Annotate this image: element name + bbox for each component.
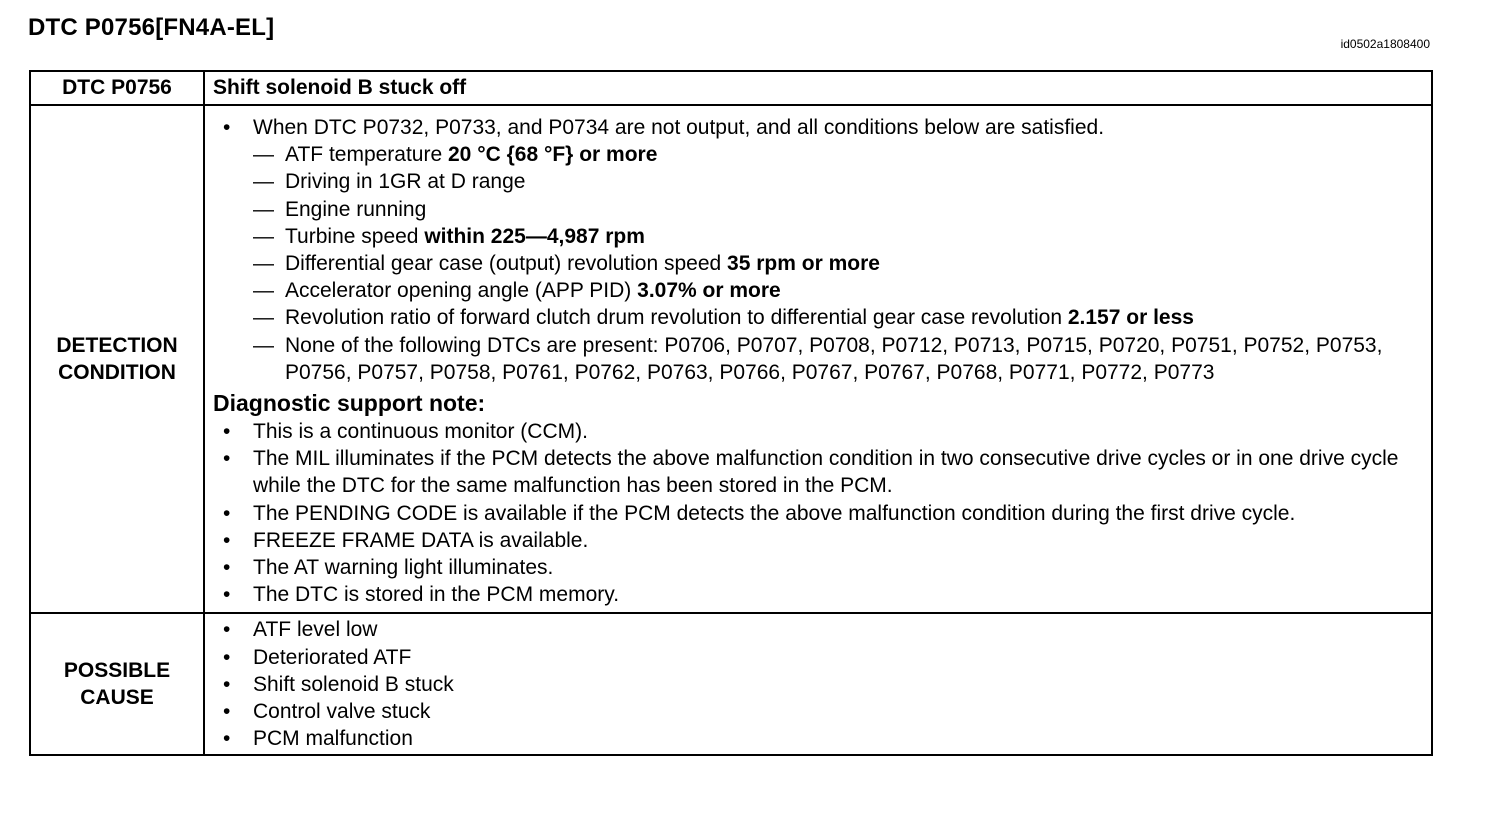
- document-id: id0502a1808400: [1340, 37, 1430, 51]
- note-item: • The AT warning light illuminates.: [213, 554, 1421, 581]
- diagnostic-note-title: Diagnostic support note:: [213, 390, 486, 417]
- detection-intro-item: [213, 114, 1421, 386]
- condition-item: [253, 332, 1421, 386]
- condition-bold: within 225—4,987 rpm: [424, 224, 645, 248]
- condition-bold: 35 rpm or more: [727, 252, 880, 276]
- condition-item: [253, 223, 1421, 250]
- diagnostic-note-list: [213, 418, 1421, 608]
- detection-label-line2: CONDITION: [58, 361, 176, 385]
- condition-item: [253, 277, 1421, 304]
- condition-text: None of the following DTCs are present: P0706, P0707, P0708, P0712, P0713, P0715, P0720, P0751, P0752, P0753, P0756, P0757, P0758, P0761, P0762, P0763, P0766, P0767, P0767, P0768, P0771, P0772, P0773: [285, 333, 1383, 384]
- condition-item: [253, 250, 1421, 277]
- condition-bold: 2.157 or less: [1067, 306, 1194, 330]
- condition-text: Driving in 1GR at D range: [285, 170, 526, 194]
- cause-label-line2: CAUSE: [80, 686, 154, 710]
- condition-text: ATF temperature: [285, 143, 448, 167]
- condition-text: Differential gear case (output) revolution speed: [285, 252, 728, 276]
- detection-intro-text: When DTC P0732, P0733, and P0734 are not output, and all conditions below are satisfied.: [253, 116, 1105, 139]
- note-item: • The DTC is stored in the PCM memory.: [213, 581, 1421, 608]
- note-item: • The PENDING CODE is available if the PCM detects the above malfunction condition during the first drive cycle.: [213, 500, 1421, 527]
- possible-cause-label: [30, 613, 204, 755]
- cause-item: • PCM malfunction: [213, 725, 1421, 752]
- condition-item: [253, 196, 1421, 223]
- condition-item: [253, 304, 1421, 331]
- condition-bold: 20 °C {68 °F} or more: [448, 143, 658, 167]
- note-item: • The MIL illuminates if the PCM detects the above malfunction condition in two consecutive drive cycles or in one drive cycle while the DTC for the same malfunction has been stored in the PCM.: [213, 445, 1421, 499]
- condition-item: [253, 141, 1421, 168]
- page-title: DTC P0756[FN4A-EL]: [28, 14, 275, 41]
- detection-bullet-list: [213, 114, 1421, 386]
- cause-item: • ATF level low: [213, 616, 1421, 643]
- cause-item: • Deteriorated ATF: [213, 644, 1421, 671]
- cause-list: [213, 616, 1421, 752]
- detection-condition-label: [30, 105, 204, 613]
- detection-row: [30, 105, 1432, 613]
- condition-list: [253, 141, 1421, 386]
- detection-label-line1: DETECTION: [56, 334, 178, 358]
- possible-cause-content: [204, 613, 1432, 755]
- header-row: [30, 71, 1432, 105]
- condition-text: Revolution ratio of forward clutch drum revolution to differential gear case revolution: [285, 306, 1068, 330]
- condition-bold: 3.07% or more: [637, 279, 781, 303]
- detection-condition-content: [204, 105, 1432, 613]
- cause-item: • Control valve stuck: [213, 698, 1421, 725]
- condition-text: Turbine speed: [285, 224, 425, 248]
- dtc-code-cell: DTC P0756: [30, 71, 204, 105]
- cause-item: • Shift solenoid B stuck: [213, 671, 1421, 698]
- note-item: • FREEZE FRAME DATA is available.: [213, 527, 1421, 554]
- dtc-description-cell: Shift solenoid B stuck off: [204, 71, 1432, 105]
- cause-label-line1: POSSIBLE: [63, 659, 171, 683]
- condition-item: [253, 168, 1421, 195]
- condition-text: Engine running: [285, 197, 427, 221]
- condition-text: Accelerator opening angle (APP PID): [285, 279, 638, 303]
- note-item: • This is a continuous monitor (CCM).: [213, 418, 1421, 445]
- dtc-table: [29, 70, 1433, 756]
- cause-row: [30, 613, 1432, 755]
